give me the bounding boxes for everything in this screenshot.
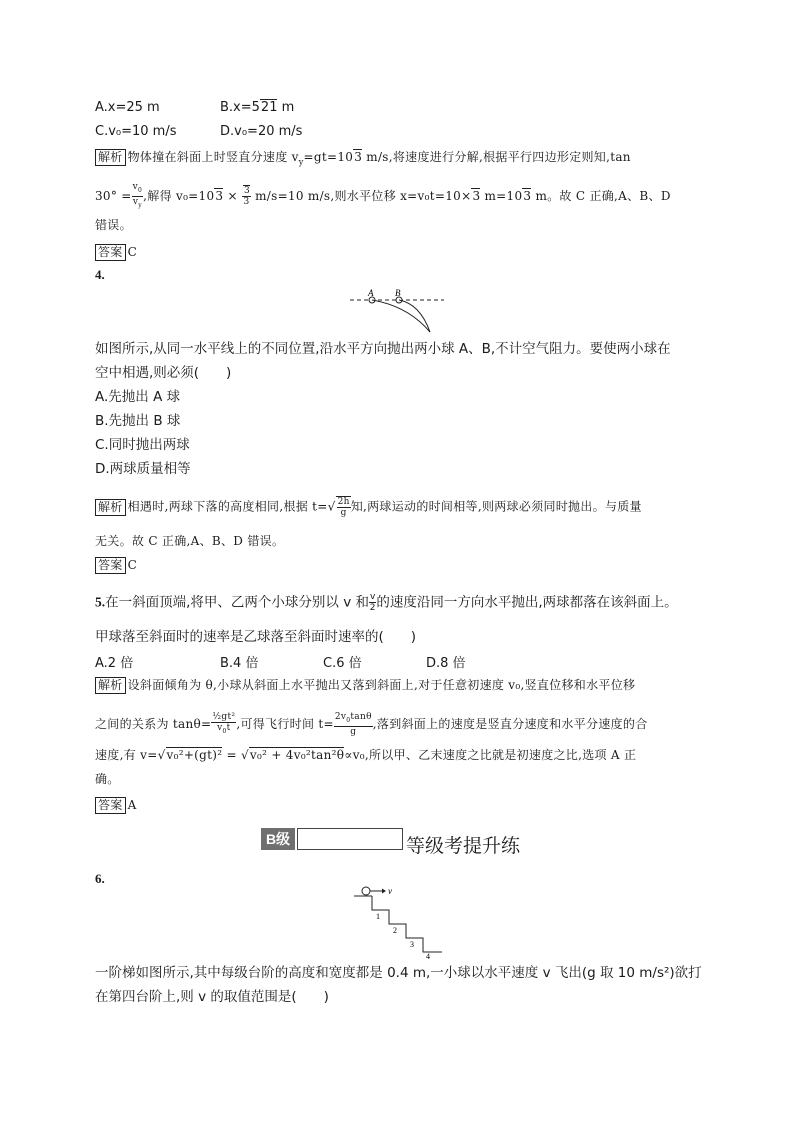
q4-trajectory-diagram [348, 286, 448, 338]
step-3-label: 3 [410, 940, 414, 949]
level-badge: B级 [261, 828, 295, 850]
q4-option-a: A.先抛出 A 球 [95, 389, 181, 405]
q5-analysis-line-4: 确。 [95, 772, 120, 786]
ball-icon [362, 887, 370, 895]
q6-stem-line-1: 一阶梯如图所示,其中每级台阶的高度和宽度都是 0.4 m,一小球以水平速度 v 飞出(g 取 10 m/s²)欲打 [95, 965, 702, 981]
q4-stem-line-1: 如图所示,从同一水平线上的不同位置,沿水平方向抛出两小球 A、B,不计空气阻力。要使两小球在 [95, 341, 671, 357]
q5-option-a: A.2 倍 [95, 656, 134, 671]
q3-answer: 答案 C [95, 243, 137, 261]
q6-staircase-diagram [350, 884, 450, 960]
q4-option-b: B.先抛出 B 球 [95, 413, 181, 429]
q5-answer: 答案 A [95, 796, 137, 814]
trajectory-a [372, 300, 430, 332]
analysis-tag: 解析 [95, 499, 126, 516]
fraction-tan-theta: $\frac{\text{½gt²}}{v_0t}$ [212, 712, 236, 735]
q5-option-d: D.8 倍 [426, 656, 466, 671]
q3-option-d: D.v₀=20 m/s [220, 124, 303, 139]
fraction-sqrt3-over-3: $\frac{3}{3}$ [243, 186, 250, 208]
level-title: 等级考提升练 [406, 835, 521, 857]
analysis-tag: 解析 [95, 677, 126, 694]
point-a-label: A [368, 288, 374, 298]
fraction-flight-time: $\frac{2v_0\tan\theta}{g}$ [334, 712, 372, 737]
q5-option-b: B.4 倍 [220, 656, 259, 671]
q4-analysis-line-1: 解析 相遇时,两球下落的高度相同,根据 t=√ $\frac{2h}{g}$ 知,两球运动的时间相等,则两球必须同时抛出。与质量 [95, 496, 642, 518]
q3-option-b-prefix: B.x=5 [220, 100, 260, 115]
q4-option-c: C.同时抛出两球 [95, 437, 190, 453]
step-2-label: 2 [393, 926, 397, 935]
q5-analysis-line-1: 解析 设斜面倾角为 θ,小球从斜面上水平抛出又落到斜面上,对于任意初速度 v₀,竖直位移和水平位移 [95, 676, 635, 694]
fraction-2h-over-g: $\frac{2h}{g}$ [337, 497, 350, 518]
answer-tag: 答案 [95, 557, 126, 574]
level-name-box [297, 828, 403, 850]
q5-analysis-line-2: 之间的关系为 tanθ= $\frac{\text{½gt²}}{v_0t}$ ,可得飞行时间 t= $\frac{2v_0\tan\theta}{g}$ ,落到斜面上的速度是竖直分速度和水平分速度的合 [95, 712, 648, 737]
q4-analysis-line-2: 无关。故 C 正确,A、B、D 错误。 [95, 534, 285, 548]
step-1-label: 1 [376, 912, 380, 921]
q4-option-d: D.两球质量相等 [95, 461, 191, 477]
analysis-tag: 解析 [95, 149, 126, 166]
q3-option-b-root: 21 [260, 100, 278, 115]
q3-option-c: C.v₀=10 m/s [95, 124, 177, 139]
fraction-v-over-2: $\frac{v}{2}$ [369, 592, 376, 613]
q5-option-c: C.6 倍 [323, 656, 362, 671]
answer-tag: 答案 [95, 244, 126, 261]
q4-number: 4. [95, 267, 105, 282]
q3-option-b-unit: m [277, 100, 295, 115]
q3-option-b [220, 100, 294, 115]
q5-number: 5. [95, 594, 106, 610]
q5-analysis-line-3: 速度,有 v=√v₀²+(gt)² = √v₀² + 4v₀²tan²θ∝v₀,所以甲、乙末速度之比就是初速度之比,选项 A 正 [95, 748, 637, 762]
q4-stem-line-2: 空中相遇,则必须( ) [95, 365, 232, 381]
q5-stem-line-1: 5.在一斜面顶端,将甲、乙两个小球分别以 v 和 $\frac{v}{2}$ 的速度沿同一方向水平抛出,两球都落在该斜面上。 [95, 592, 678, 613]
q5-stem-line-2: 甲球落至斜面时的速率是乙球落至斜面时速率的( ) [95, 629, 417, 645]
q3-option-a: A.x=25 m [95, 100, 160, 115]
velocity-label: v [388, 886, 392, 896]
q6-number: 6. [95, 871, 105, 886]
step-4-label: 4 [426, 952, 430, 960]
q6-stem-line-2: 在第四台阶上,则 v 的取值范围是( ) [95, 989, 329, 1005]
q4-answer: 答案 C [95, 556, 137, 574]
staircase [372, 896, 442, 952]
point-b-label: B [395, 288, 401, 298]
fraction-v0-over-vy: $\frac{v_0}{v_y}$ [132, 182, 143, 209]
q3-analysis-line-1: 解析 物体撞在斜面上时竖直分速度 $v_y=gt=103$ m/s,将速度进行分解,根据平行四边形定则知,tan [95, 148, 631, 171]
q3-analysis-line-2: 30° = $\frac{v_0}{v_y}$ ,解得 v₀=103 × $\frac{3}{3}$ m/s=10 m/s,则水平位移 x=v₀t=10×3 m=103 m。故 C 正确,A、B、D [95, 182, 671, 209]
answer-tag: 答案 [95, 797, 126, 814]
q3-analysis-line-3: 错误。 [95, 218, 132, 232]
